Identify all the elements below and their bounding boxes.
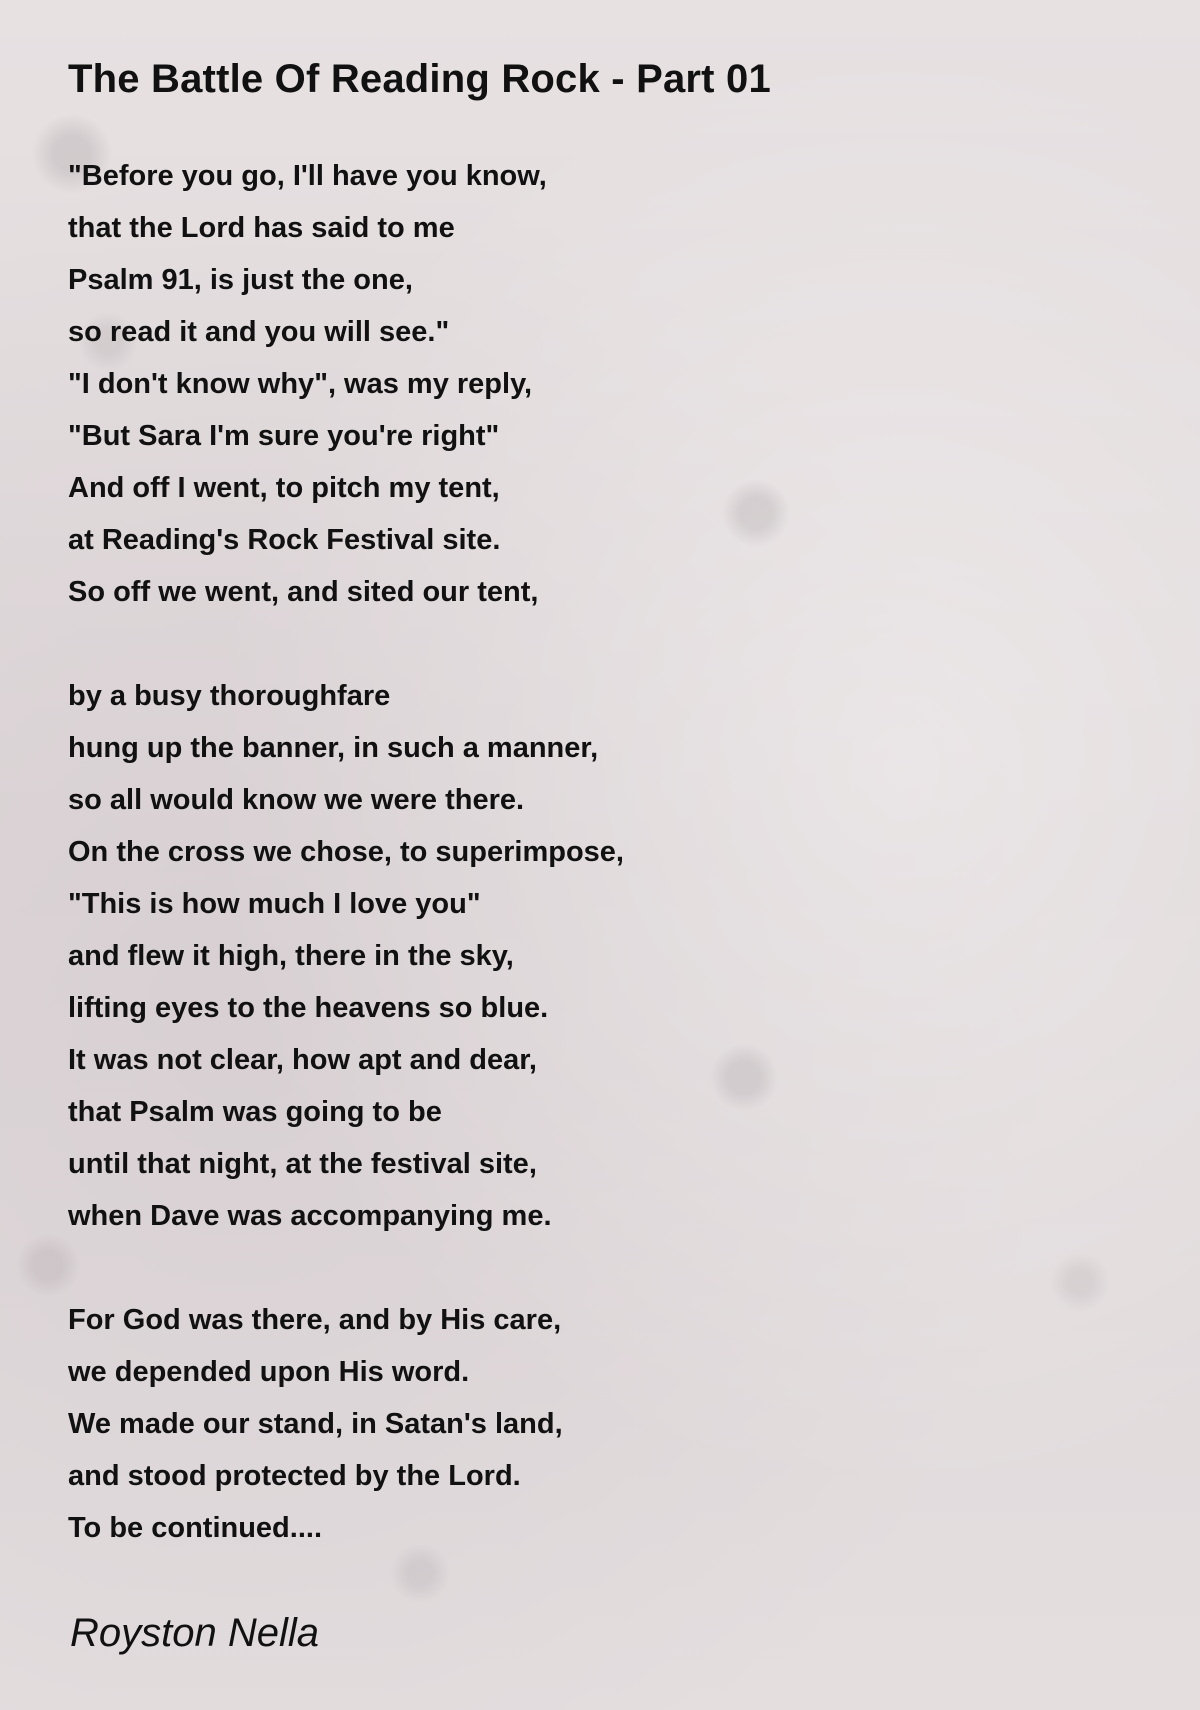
poem-author: Royston Nella bbox=[70, 1611, 320, 1655]
stanza-1 bbox=[68, 150, 1068, 618]
poem-line: To be continued.... bbox=[68, 1512, 323, 1544]
poem-line: And off I went, to pitch my tent, bbox=[68, 472, 500, 504]
poem-title: The Battle Of Reading Rock - Part 01 bbox=[68, 57, 771, 101]
stanza-3 bbox=[68, 1294, 1068, 1554]
poem-line: Psalm 91, is just the one, bbox=[68, 264, 413, 296]
poem-line: It was not clear, how apt and dear, bbox=[68, 1044, 537, 1076]
poem-line: when Dave was accompanying me. bbox=[68, 1200, 552, 1232]
stanza-2 bbox=[68, 670, 1068, 1242]
poem-line: that the Lord has said to me bbox=[68, 212, 455, 244]
poem-line: "But Sara I'm sure you're right" bbox=[68, 420, 500, 452]
poem-line: and stood protected by the Lord. bbox=[68, 1460, 521, 1492]
poem-body bbox=[68, 150, 1068, 1606]
poem-line: "This is how much I love you" bbox=[68, 888, 481, 920]
poem-line: and flew it high, there in the sky, bbox=[68, 940, 514, 972]
poem-line: So off we went, and sited our tent, bbox=[68, 576, 539, 608]
poem-line: "I don't know why", was my reply, bbox=[68, 368, 533, 400]
poem-line: lifting eyes to the heavens so blue. bbox=[68, 992, 549, 1024]
poem-line: at Reading's Rock Festival site. bbox=[68, 524, 501, 556]
poem-line: by a busy thoroughfare bbox=[68, 680, 391, 712]
poem-line: until that night, at the festival site, bbox=[68, 1148, 537, 1180]
poem-line: For God was there, and by His care, bbox=[68, 1304, 562, 1336]
poem-line: we depended upon His word. bbox=[68, 1356, 470, 1388]
poem-line: On the cross we chose, to superimpose, bbox=[68, 836, 624, 868]
poem-line: that Psalm was going to be bbox=[68, 1096, 442, 1128]
poem-line: "Before you go, I'll have you know, bbox=[68, 160, 547, 192]
poem-line: hung up the banner, in such a manner, bbox=[68, 732, 599, 764]
poem-line: so all would know we were there. bbox=[68, 784, 525, 816]
poem-line: so read it and you will see." bbox=[68, 316, 450, 348]
poem-line: We made our stand, in Satan's land, bbox=[68, 1408, 563, 1440]
